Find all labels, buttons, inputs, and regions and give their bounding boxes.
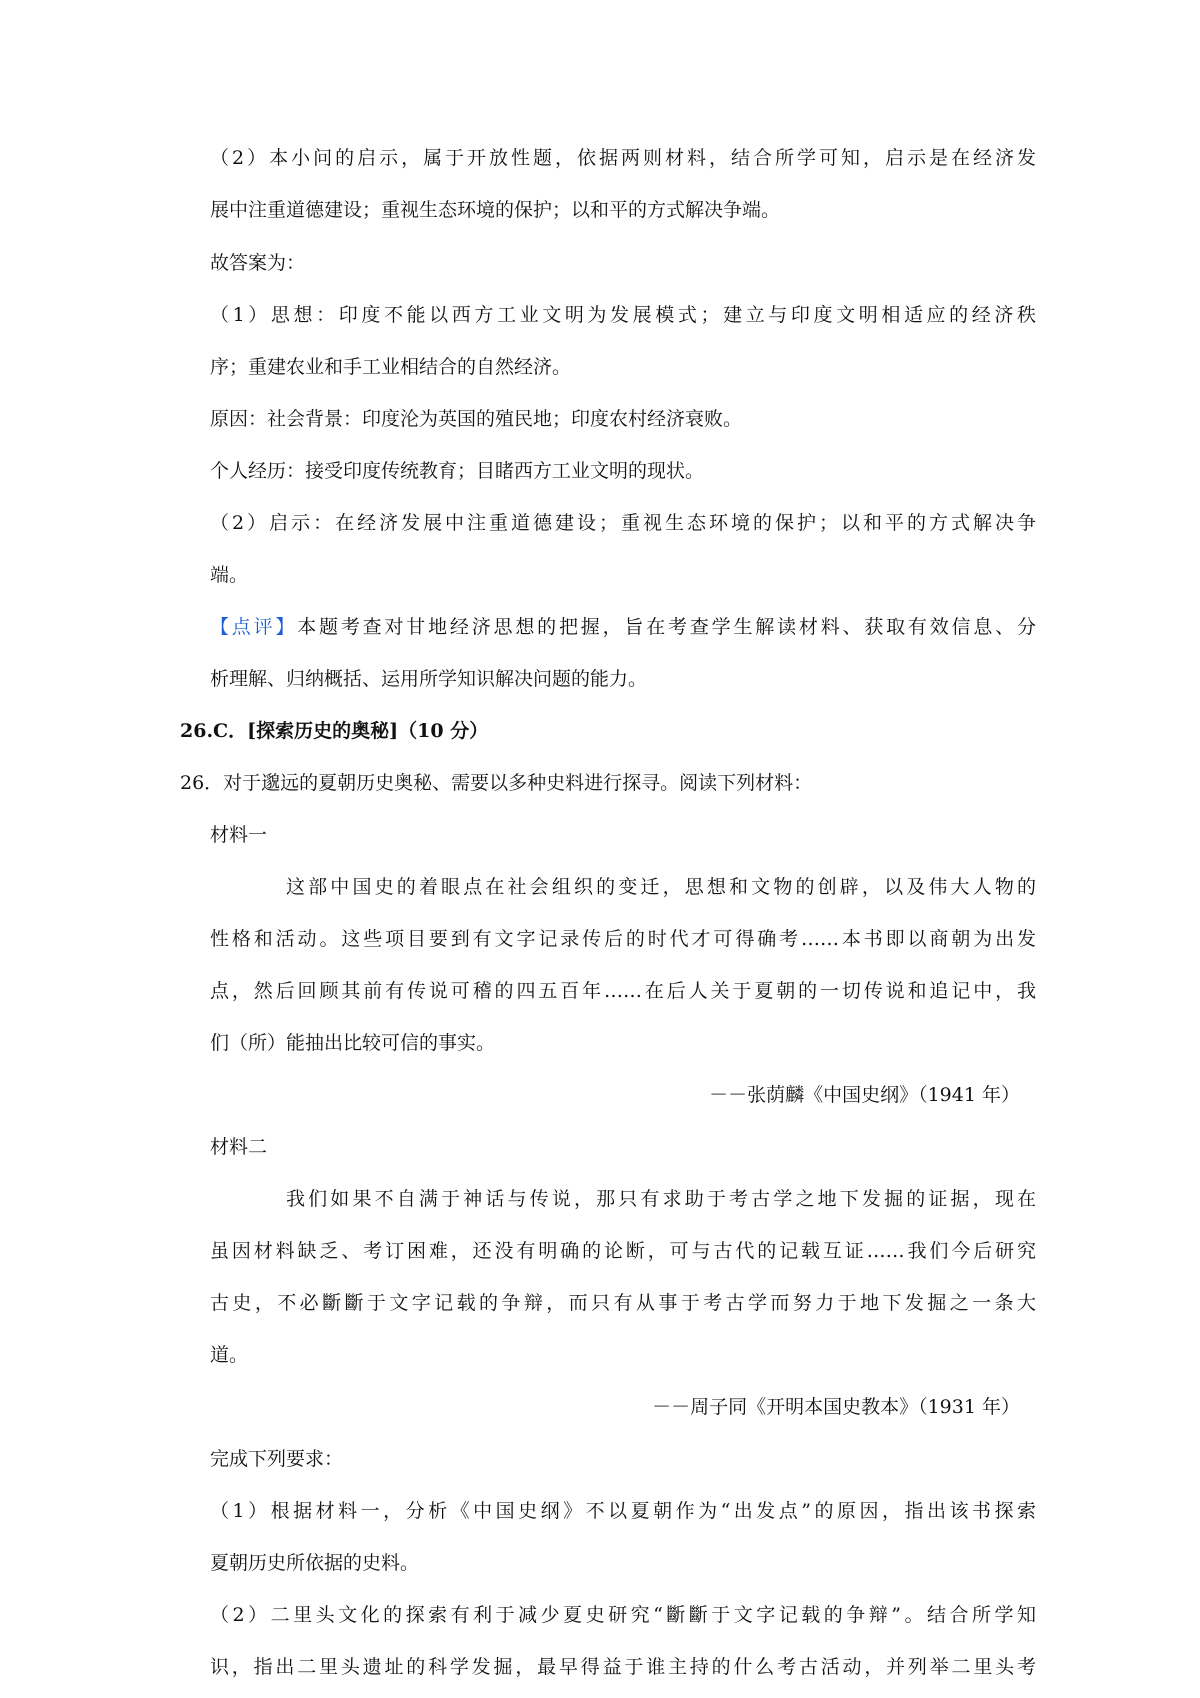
analysis-line: 展中注重道德建设；重视生态环境的保护；以和平的方式解决争端。 [210,199,781,221]
material-line: 点，然后回顾其前有传说可稽的四五百年……在后人关于夏朝的一切传说和追记中，我 [210,980,1036,1002]
comment-text: 本题考查对甘地经济思想的把握，旨在考查学生解读材料、获取有效信息、分 [297,616,1036,638]
material-source: －－周子同《开明本国史教本》（1931 年） [652,1396,1020,1418]
question-stem: 26．对于邈远的夏朝历史奥秘、需要以多种史料进行探寻。阅读下列材料： [180,772,813,794]
material-label: 材料一 [210,824,268,846]
comment-tag: 【点评】 [210,616,298,638]
question-line: （2）二里头文化的探索有利于减少夏史研究“斷斷于文字记载的争辩”。结合所学知 [210,1604,1036,1626]
answer-line: 端。 [210,564,249,586]
question-line: 夏朝历史所依据的史料。 [210,1552,420,1574]
material-line: 性格和活动。这些项目要到有文字记录传后的时代才可得确考……本书即以商朝为出发 [210,928,1036,950]
material-line: 虽因材料缺乏、考订困难，还没有明确的论断，可与古代的记载互证……我们今后研究 [210,1240,1036,1262]
answer-heading: 故答案为： [210,252,306,274]
material-line: 我们如果不自满于神话与传说，那只有求助于考古学之地下发掘的证据，现在 [286,1188,1036,1210]
material-label: 材料二 [210,1136,268,1158]
answer-line: （1）思想：印度不能以西方工业文明为发展模式；建立与印度文明相适应的经济秩 [210,304,1036,326]
analysis-line: （2）本小问的启示，属于开放性题，依据两则材料，结合所学可知，启示是在经济发 [210,147,1036,169]
question-line: 识，指出二里头遗址的科学发掘，最早得益于谁主持的什么考古活动，并列举二里头考 [210,1656,1036,1678]
answer-line: （2）启示：在经济发展中注重道德建设；重视生态环境的保护；以和平的方式解决争 [210,512,1036,534]
material-line: 这部中国史的着眼点在社会组织的变迁，思想和文物的创辟，以及伟大人物的 [286,876,1036,898]
answer-line: 个人经历：接受印度传统教育；目睹西方工业文明的现状。 [210,460,705,482]
material-source: －－张荫麟《中国史纲》（1941 年） [709,1084,1020,1106]
requirement-heading: 完成下列要求： [210,1448,344,1470]
material-line: 们（所）能抽出比较可信的事实。 [210,1032,496,1054]
question-line: （1）根据材料一，分析《中国史纲》不以夏朝作为“出发点”的原因，指出该书探索 [210,1500,1036,1522]
answer-line: 序；重建农业和手工业相结合的自然经济。 [210,356,572,378]
comment-line: 析理解、归纳概括、运用所学知识解决问题的能力。 [210,668,648,690]
material-line: 古史，不必斷斷于文字记载的争辩，而只有从事于考古学而努力于地下发掘之一条大 [210,1292,1036,1314]
section-title: 26.C．[探索历史的奥秘]（10 分） [180,720,489,742]
material-line: 道。 [210,1344,249,1366]
comment-line [210,614,1036,640]
answer-line: 原因：社会背景：印度沦为英国的殖民地；印度农村经济衰败。 [210,408,743,430]
